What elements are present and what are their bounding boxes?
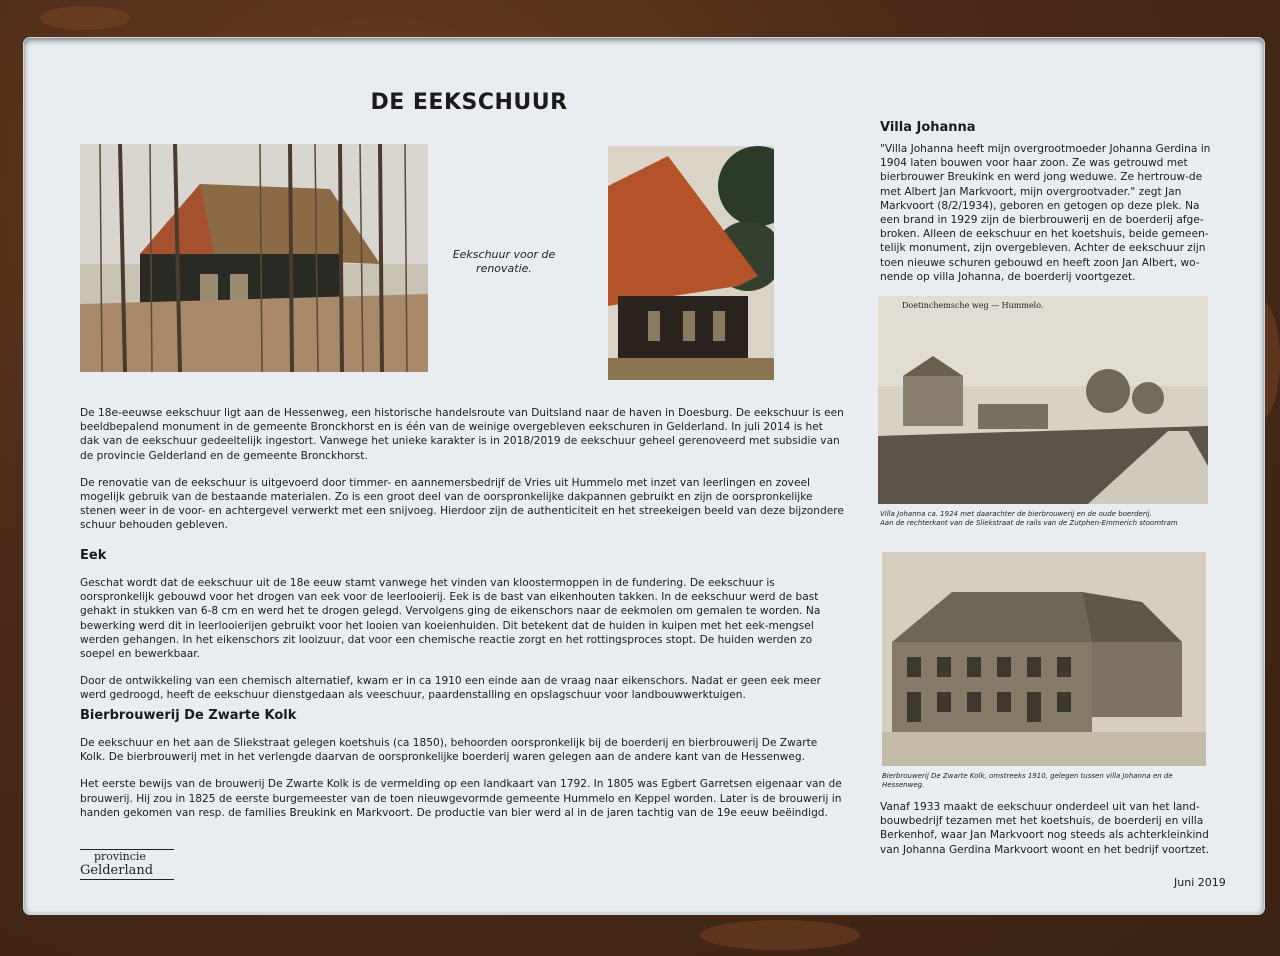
- closing-text: [880, 800, 1216, 857]
- villa-heading: Villa Johanna: [880, 120, 976, 135]
- eek-text: [80, 576, 845, 703]
- villa-caption-line2: Aan de rechterkant van de Sliekstraat de rails van de Zutphen-Emmerich stoomtram: [880, 519, 1178, 527]
- brewery-paragraph: De eekschuur en het aan de Sliekstraat gelegen koetshuis (ca 1850), behoorden oorspronkelijk bij de boerderij en bierbrouwerij De Zwarte Kolk. De bierbrouwerij met in het verlengde daarvan de oorspronkelijke boerderij waren gelegen aan de andere kant van de Hessenweg.: [80, 737, 818, 764]
- info-board: [24, 38, 1264, 914]
- brewery-heading: Bierbrouwerij De Zwarte Kolk: [80, 708, 297, 723]
- villa-caption-line1: Villa Johanna ca. 1924 met daarachter de bierbrouwerij en de oude boerderij.: [880, 510, 1152, 518]
- date-label: Juni 2019: [1174, 876, 1226, 889]
- provincie-gelderland-logo: [80, 849, 174, 880]
- villa-postcard-photo: [878, 296, 1208, 504]
- intro-paragraph: De 18e-eeuwse eekschuur ligt aan de Hessenweg, een historische handelsroute van Duitsland naar de haven in Doesburg. De eekschuur is een beeldbepalend monument in de gemeente Bronckhorst en is één van de weinige overgebleven eekschuren in Gelderland. In juli 2014 is het dak van de eekschuur gedeeltelijk ingestort. Vanwege het unieke karakter is in 2018/2019 de eekschuur geheel gerenoveerd met subsidie van de provincie Gelderland en de gemeente Bronckhorst.: [80, 407, 844, 462]
- photo-caption: Eekschuur voor de renovatie.: [452, 248, 556, 275]
- barn-photo-closeup: [608, 146, 774, 380]
- brewery-caption: Bierbrouwerij De Zwarte Kolk, omstreeks 1910, gelegen tussen villa Johanna en de Hessenweg.: [882, 772, 1173, 789]
- board-title: DE EEKSCHUUR: [370, 90, 568, 115]
- eek-paragraph: Geschat wordt dat de eekschuur uit de 18e eeuw stamt vanwege het vinden van kloostermoppen in de fundering. De eekschuur is oorspronkelijk gebouwd voor het drogen van eek voor de leerlooierij. Eek is de bast van eikenhouten takken. In de eekschuur werd de bast gehakt in stukken van 6-8 cm en werd het te drogen gelegd. Vervolgens ging de eikenschors naar de eekmolen om gemalen te worden. Na bewerking werd dit in leerlooierijen gebruikt voor het looien van koeienhuiden. Dit betekent dat de huiden in kuipen met het eek-mengsel werden gehangen. In het eikenschors zit looizuur, dat voor een chemische reactie zorgt en het rottingsproces stopt. De huiden werden zo soepel en bewerkbaar.: [80, 577, 821, 661]
- logo-line1: provincie: [80, 849, 174, 863]
- intro-paragraph: De renovatie van de eekschuur is uitgevoerd door timmer- en aannemersbedrijf de Vries uit Hummelo met inzet van leerlingen en zoveel mogelijk gebruik van de bestaande materialen. Zo is een groot deel van de oorspronkelijke dakpannen gebruikt en zijn de oorspronkelijke stenen weer in de voor- en achtergevel verwerkt met een snijvoeg. Hierdoor zijn de authenticiteit en het streekeigen beeld van deze bijzondere schuur behouden gebleven.: [80, 476, 844, 532]
- villa-paragraph: "Villa Johanna heeft mijn overgrootmoeder Johanna Gerdina in 1904 laten bouwen voor haar zoon. Ze was getrouwd met bierbrouwer Breukink en werd jong weduwe. Ze hertrouw-de met Albert Jan Markvoort, mijn overgrootvader." zegt Jan Markvoort (8/2/1934), geboren en getogen op deze plek. Na een brand in 1929 zijn de bierbrouwerij en de boerderij afge-broken. Alleen de eekschuur en het koetshuis, beide gemeen-telijk monument, zijn overgebleven. Achter de eekschuur zijn toen nieuwe schuren gebouwd en heeft zoon Jan Albert, wo-nende op villa Johanna, de boerderij voortgezet.: [880, 143, 1211, 283]
- brewery-photo: [882, 552, 1206, 766]
- postcard-text: Doetinchemsche weg — Hummelo.: [902, 301, 1044, 310]
- villa-text: [880, 142, 1216, 284]
- eek-heading: Eek: [80, 548, 107, 563]
- eek-paragraph: Door de ontwikkeling van een chemisch alternatief, kwam er in ca 1910 een einde aan de vraag naar eikenschors. Nadat er geen eek meer werd gedroogd, heeft de eekschuur dienstgedaan als veeschuur, paardenstalling en opslagschuur voor landbouwwerktuigen.: [80, 675, 821, 702]
- brewery-text: [80, 736, 845, 820]
- closing-paragraph: Vanaf 1933 maakt de eekschuur onderdeel uit van het land-bouwbedrijf tezamen met het koetshuis, de boerderij en villa Berkenhof, waar Jan Markvoort nog steeds als achterkleinkind van Johanna Gerdina Markvoort woont en het bedrijf voortzet.: [880, 801, 1210, 856]
- intro-text: [80, 406, 845, 533]
- barn-photo-trees: [80, 144, 428, 372]
- logo-line2: Gelderland: [80, 863, 174, 880]
- brewery-paragraph: Het eerste bewijs van de brouwerij De Zwarte Kolk is de vermelding op een landkaart van 1792. In 1805 was Egbert Garretsen eigenaar van de brouwerij. Hij zou in 1825 de eerste burgemeester van de toen nieuwgevormde gemeente Hummelo en Keppel worden. Later is de brouwerij in handen gekomen van resp. de families Breukink en Markvoort. De productie van bier werd al in de jaren tachtig van de 19e eeuw beëindigd.: [80, 778, 842, 819]
